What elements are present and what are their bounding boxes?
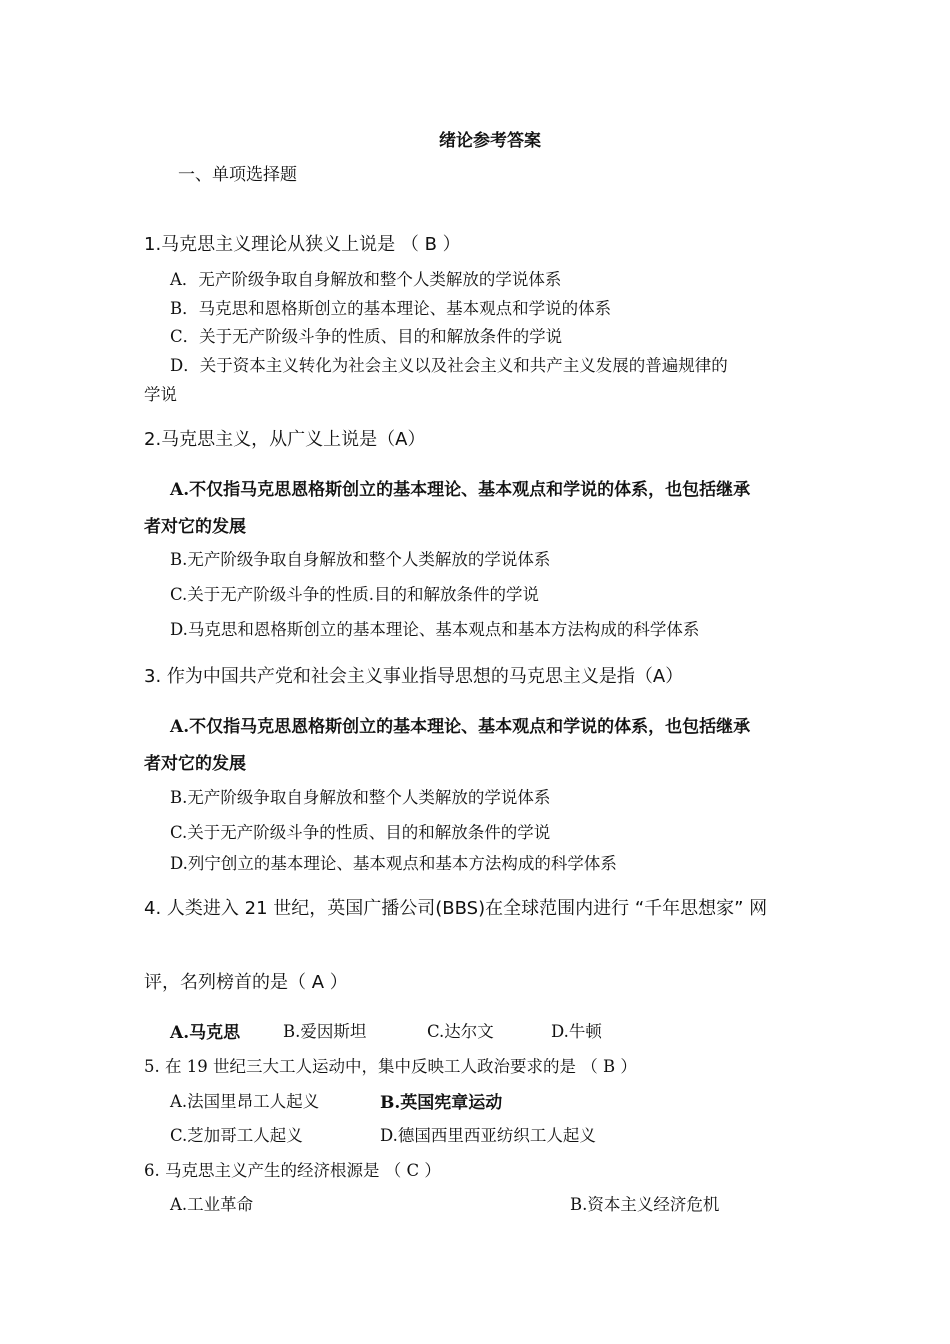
question-3-option-c: C.关于无产阶级斗争的性质、目的和解放条件的学说 (170, 823, 551, 842)
question-1: 1.马克思主义理论从狭义上说是 （ B ） (144, 234, 461, 255)
question-3-option-d: D.列宁创立的基本理论、基本观点和基本方法构成的科学体系 (170, 854, 617, 873)
question-4: 4. 人类进入 21 世纪，英国广播公司(BBS)在全球范围内进行 “千年思想家” 网 (144, 898, 768, 919)
question-5: 5. 在 19 世纪三大工人运动中，集中反映工人政治要求的是 （ B ） (144, 1057, 637, 1076)
question-1-option-c: C．关于无产阶级斗争的性质、目的和解放条件的学说 (170, 327, 563, 346)
question-6-option-a: A.工业革命 (170, 1195, 254, 1214)
question-1-option-d: D．关于资本主义转化为社会主义以及社会主义和共产主义发展的普遍规律的 (170, 356, 728, 375)
question-4-option-b: B.爱因斯坦 (283, 1022, 367, 1041)
question-5-option-a: A.法国里昂工人起义 (170, 1092, 320, 1111)
question-2-option-d: D.马克思和恩格斯创立的基本理论、基本观点和基本方法构成的科学体系 (170, 620, 700, 639)
page-title: 绪论参考答案 (439, 131, 541, 151)
question-1-option-d-continued: 学说 (144, 385, 177, 404)
question-4-option-c: C.达尔文 (427, 1022, 494, 1041)
question-4-option-a: A.马克思 (170, 1023, 241, 1043)
question-3-option-a-continued: 者对它的发展 (144, 754, 246, 774)
question-5-option-d: D.德国西里西亚纺织工人起义 (380, 1126, 596, 1145)
question-3-option-a: A.不仅指马克思恩格斯创立的基本理论、基本观点和学说的体系，也包括继承 (170, 717, 751, 737)
question-2-option-a: A.不仅指马克思恩格斯创立的基本理论、基本观点和学说的体系，也包括继承 (170, 480, 751, 500)
question-2-option-b: B.无产阶级争取自身解放和整个人类解放的学说体系 (170, 550, 551, 569)
question-5-option-b: B.英国宪章运动 (380, 1093, 503, 1113)
question-1-option-a: A．无产阶级争取自身解放和整个人类解放的学说体系 (170, 270, 562, 289)
question-5-option-c: C.芝加哥工人起义 (170, 1126, 303, 1145)
question-1-option-b: B．马克思和恩格斯创立的基本理论、基本观点和学说的体系 (170, 299, 612, 318)
question-6-option-b: B.资本主义经济危机 (570, 1195, 720, 1214)
question-3: 3. 作为中国共产党和社会主义事业指导思想的马克思主义是指（A） (144, 666, 684, 687)
question-2: 2.马克思主义，从广义上说是（A） (144, 429, 426, 450)
question-3-option-b: B.无产阶级争取自身解放和整个人类解放的学说体系 (170, 788, 551, 807)
question-6: 6. 马克思主义产生的经济根源是 （ C ） (144, 1161, 441, 1180)
question-2-option-a-continued: 者对它的发展 (144, 517, 246, 537)
section-heading: 一、单项选择题 (178, 165, 297, 185)
question-4-option-d: D.牛顿 (551, 1022, 602, 1041)
question-4-continued: 评，名列榜首的是（ A ） (144, 972, 348, 993)
question-2-option-c: C.关于无产阶级斗争的性质.目的和解放条件的学说 (170, 585, 540, 604)
